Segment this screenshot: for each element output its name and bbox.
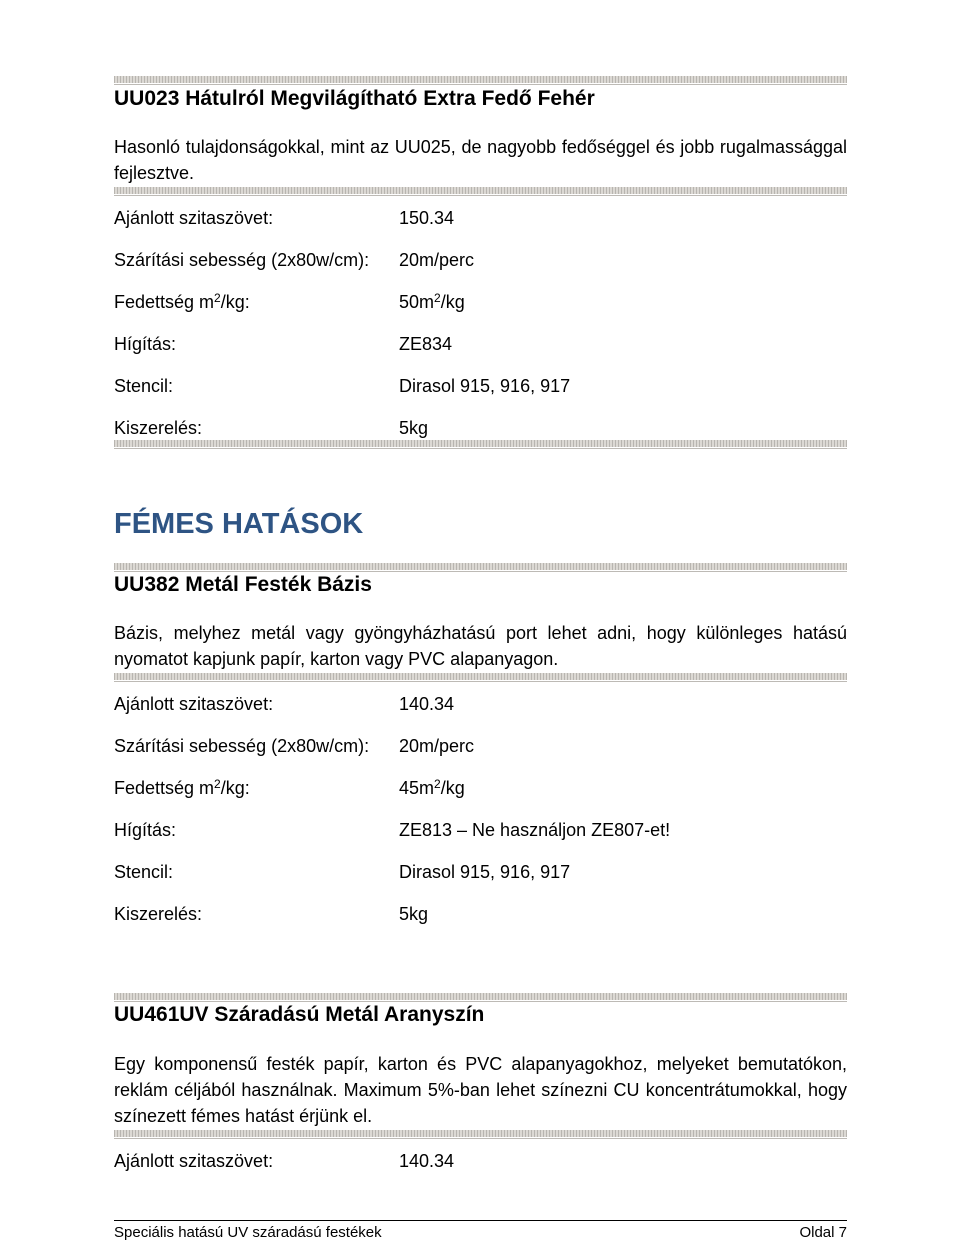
section-description: Hasonló tulajdonságokkal, mint az UU025, de nagyobb fedőséggel és jobb rugalmassággal fejlesztve. <box>114 137 847 183</box>
category-heading: FÉMES HATÁSOK <box>114 508 364 540</box>
packaging-value: 5kg <box>399 904 429 924</box>
mesh-label: Ajánlott szitaszövet: <box>114 694 274 714</box>
section-title: UU382 Metál Festék Bázis <box>114 573 372 596</box>
stencil-value: Dirasol 915, 916, 917 <box>399 376 571 396</box>
footer-divider <box>114 1220 847 1221</box>
mesh-label: Ajánlott szitaszövet: <box>114 1151 274 1171</box>
drying-speed-value: 20m/perc <box>399 736 475 756</box>
section-divider <box>114 76 847 83</box>
mesh-value: 140.34 <box>399 1151 455 1171</box>
mesh-value: 140.34 <box>399 694 455 714</box>
thinner-label: Hígítás: <box>114 334 177 354</box>
mesh-label: Ajánlott szitaszövet: <box>114 208 274 228</box>
section-description: Bázis, melyhez metál vagy gyöngyházhatású port lehet adni, hogy különleges hatású nyomatot kapjunk papír, karton vagy PVC alapanyagon. <box>114 623 847 669</box>
section-divider <box>114 187 847 194</box>
section-divider <box>114 563 847 570</box>
packaging-value: 5kg <box>399 418 429 438</box>
coverage-label: Fedettség $m^2/kg$: <box>114 777 250 798</box>
coverage-value: $50m^2/kg$ <box>399 291 465 312</box>
drying-speed-label: Szárítási sebesség (2x80w/cm): <box>114 736 370 756</box>
packaging-label: Kiszerelés: <box>114 904 203 924</box>
section-divider <box>114 1130 847 1137</box>
coverage-label: Fedettség $m^2/kg$: <box>114 291 250 312</box>
section-divider <box>114 673 847 680</box>
thinner-label: Hígítás: <box>114 820 177 840</box>
stencil-label: Stencil: <box>114 862 174 882</box>
stencil-label: Stencil: <box>114 376 174 396</box>
section-title: UU461UV Száradású Metál Aranyszín <box>114 1003 485 1026</box>
section-description: Egy komponensű festék papír, karton és PVC alapanyagokhoz, melyeket bemutatókon, reklám céljából használnak. Maximum 5%-ban lehet színezni CU koncentrátumokkal, hogy színezett fémes hatást érjünk el. <box>114 1054 847 1126</box>
drying-speed-label: Szárítási sebesség (2x80w/cm): <box>114 250 370 270</box>
drying-speed-value: 20m/perc <box>399 250 475 270</box>
section-divider <box>114 440 847 447</box>
page-number: Oldal 7 <box>799 1224 847 1241</box>
section-divider <box>114 993 847 1000</box>
thinner-value: ZE813 – Ne használjon ZE807-et! <box>399 820 671 840</box>
section-title: UU023 Hátulról Megvilágítható Extra Fedő Fehér <box>114 87 595 110</box>
stencil-value: Dirasol 915, 916, 917 <box>399 862 571 882</box>
coverage-value: $45m^2/kg$ <box>399 777 465 798</box>
thinner-value: ZE834 <box>399 334 453 354</box>
mesh-value: 150.34 <box>399 208 455 228</box>
packaging-label: Kiszerelés: <box>114 418 203 438</box>
footer-title: Speciális hatású UV száradású festékek <box>114 1224 382 1241</box>
